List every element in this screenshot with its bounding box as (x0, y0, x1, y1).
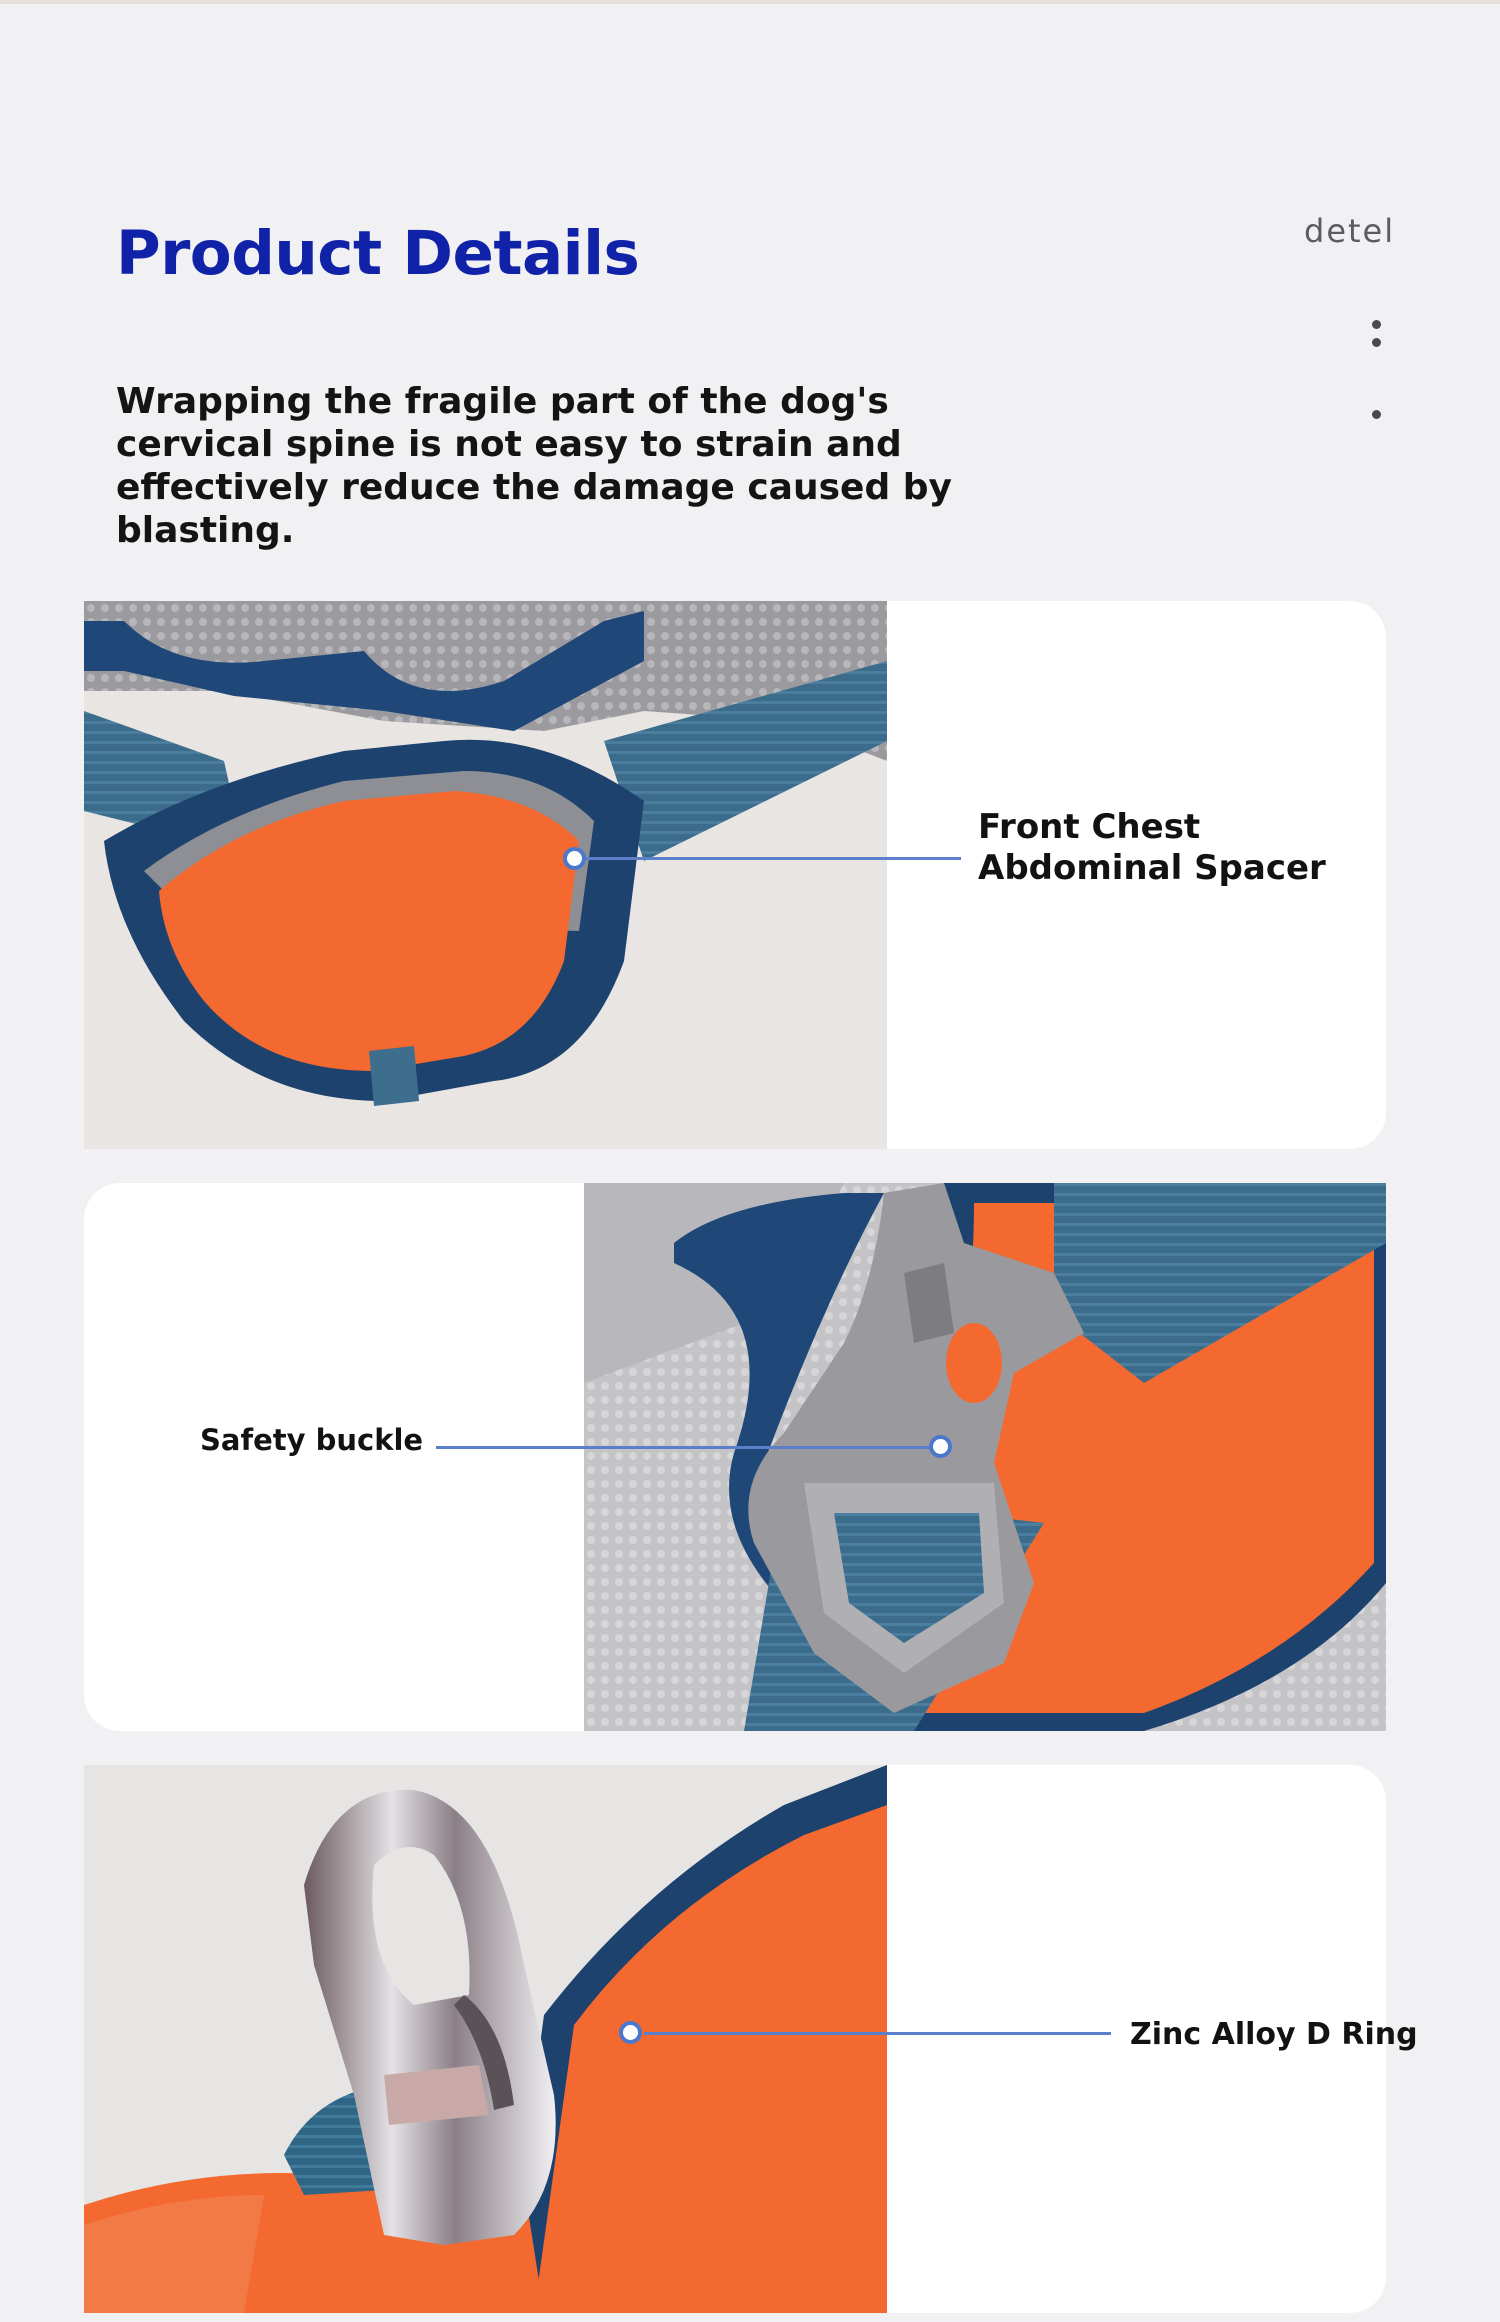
chest-pad-callout-dot (563, 847, 586, 870)
harness-chest-pad-image (84, 601, 887, 1149)
chest-pad-label (978, 807, 1326, 889)
feature-card-chest-pad (84, 601, 1386, 1149)
buckle-label: Safety buckle (200, 1423, 424, 1457)
single-dot (1372, 410, 1381, 428)
feature-card-d-ring (84, 1765, 1418, 2313)
feature-card-safety-buckle (84, 1183, 1386, 1731)
d-ring-callout-dot (619, 2021, 642, 2044)
page-title: Product Details (116, 218, 640, 289)
d-ring-label: Zinc Alloy D Ring (1130, 2017, 1418, 2052)
chest-pad-label-line2: Abdominal Spacer (978, 848, 1326, 888)
colon-dots (1372, 320, 1381, 356)
buckle-callout-dot (929, 1435, 952, 1458)
chest-pad-callout-line (579, 857, 961, 860)
d-ring-callout-line (644, 2032, 1111, 2035)
top-divider (0, 0, 1500, 4)
safety-buckle-image (584, 1183, 1386, 1731)
description-text: Wrapping the fragile part of the dog's cervical spine is not easy to strain and effectively reduce the damage caused by blasting. (116, 381, 952, 551)
side-label: detel (1304, 212, 1396, 250)
d-ring-image (84, 1765, 887, 2313)
buckle-callout-line (436, 1446, 946, 1449)
chest-pad-label-line1: Front Chest (978, 807, 1201, 847)
